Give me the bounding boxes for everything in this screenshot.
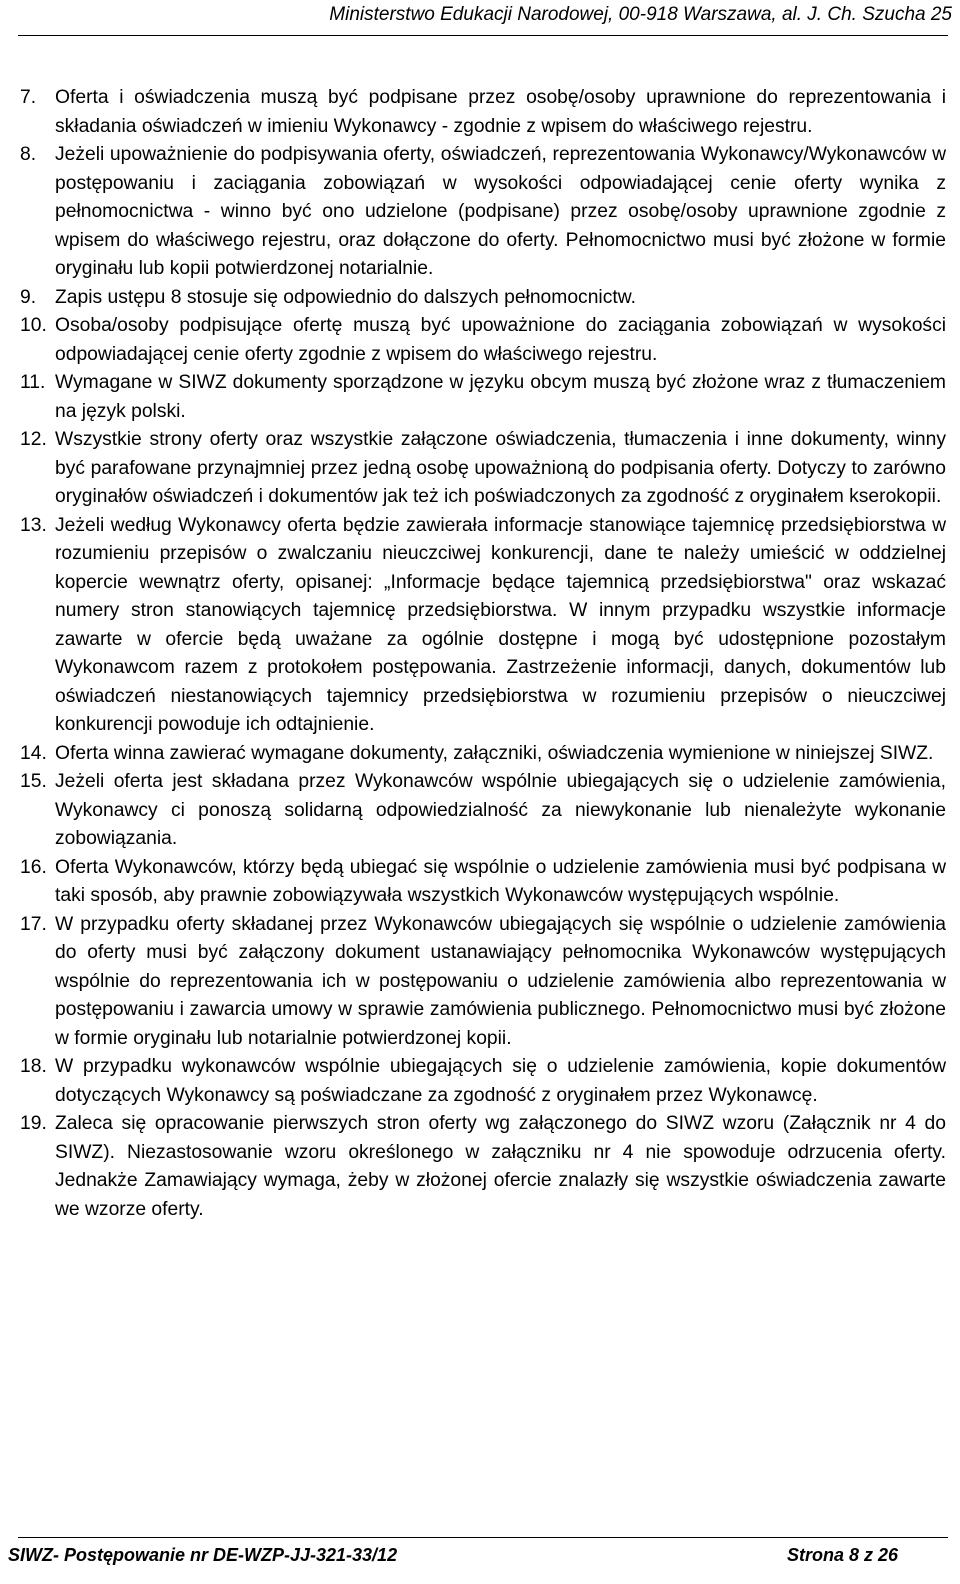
page-header: Ministerstwo Edukacji Narodowej, 00-918 Warszawa, al. J. Ch. Szucha 25: [329, 4, 952, 25]
item-text: Oferta winna zawierać wymagane dokumenty, załączniki, oświadczenia wymienione w niniejszej SIWZ.: [55, 742, 934, 764]
item-number: 15.: [20, 771, 47, 792]
item-text: Zapis ustępu 8 stosuje się odpowiednio do dalszych pełnomocnictw.: [55, 286, 636, 308]
footer-document-id: SIWZ- Postępowanie nr DE-WZP-JJ-321-33/12: [8, 1545, 398, 1565]
item-number: 13.: [20, 514, 47, 536]
item-number: 9.: [20, 286, 37, 308]
item-number: 14.: [20, 742, 47, 764]
list-item: [20, 84, 946, 141]
item-number: 17.: [20, 913, 47, 935]
list-item: [20, 312, 946, 369]
item-text: Jeżeli upoważnienie do podpisywania oferty, oświadczeń, reprezentowania Wykonawcy/Wykonawców w postępowaniu i zaciągania zobowiązań w wysokości odpowiadającej cenie oferty wynika z pełnomocnictwa - winno być ono udzielone (podpisane) przez osobę/osoby uprawnione zgodnie z wpisem do właściwego rejestru, oraz dołączone do oferty. Pełnomocnictwo musi być złożone w formie oryginału lub kopii potwierdzonej notarialnie.: [55, 144, 946, 279]
item-number: 11.: [20, 372, 46, 393]
item-number: 19.: [20, 1113, 47, 1134]
document-body: [20, 84, 946, 1224]
item-number: 12.: [20, 429, 47, 450]
list-item: [20, 369, 946, 426]
list-item: [20, 854, 946, 911]
list-item: [20, 512, 946, 740]
item-text: Wszystkie strony oferty oraz wszystkie załączone oświadczenia, tłumaczenia i inne dokumenty, winny być parafowane przynajmniej przez jedną osobę upoważnioną do podpisania oferty. Dotyczy to zarówno oryginałów oświadczeń i dokumentów jak też ich poświadczonych za zgodność z oryginałem kserokopii.: [55, 429, 946, 507]
item-text: Jeżeli według Wykonawcy oferta będzie zawierała informacje stanowiące tajemnicę przedsiębiorstwa w rozumieniu przepisów o zwalczaniu nieuczciwej konkurencji, dane te należy umieścić w oddzielnej kopercie wewnątrz oferty, opisanej: „Informacje będące tajemnicą przedsiębiorstwa" oraz wskazać numery stron stanowiących tajemnicę przedsiębiorstwa. W innym przypadku wszystkie informacje zawarte w ofercie będą uważane za ogólnie dostępne i mogą być udostępnione pozostałym Wykonawcom razem z protokołem postępowania. Zastrzeżenie informacji, danych, dokumentów lub oświadczeń niestanowiących tajemnicy przedsiębiorstwa w rozumieniu przepisów o nieuczciwej konkurencji powoduje ich odtajnienie.: [55, 514, 946, 735]
item-text: Oferta i oświadczenia muszą być podpisane przez osobę/osoby uprawnione do reprezentowania i składania oświadczeń w imieniu Wykonawcy - zgodnie z wpisem do właściwego rejestru.: [55, 87, 946, 137]
item-number: 10.: [20, 315, 47, 336]
list-item: [20, 1110, 946, 1224]
item-text: W przypadku wykonawców wspólnie ubiegających się o udzielenie zamówienia, kopie dokumentów dotyczących Wykonawcy są poświadczane za zgodność z oryginałem przez Wykonawcę.: [55, 1056, 946, 1106]
item-text: Wymagane w SIWZ dokumenty sporządzone w języku obcym muszą być złożone wraz z tłumaczeniem na język polski.: [55, 372, 946, 422]
list-item: [20, 740, 946, 769]
item-number: 8.: [20, 144, 37, 165]
footer-page-number: Strona 8 z 26: [786, 1545, 898, 1565]
item-text: Zaleca się opracowanie pierwszych stron oferty wg załączonego do SIWZ wzoru (Załącznik nr 4 do SIWZ). Niezastosowanie wzoru określonego w załączniku nr 4 nie spowoduje odrzucenia oferty. Jednakże Zamawiający wymaga, żeby w złożonej ofercie znalazły się wszystkie oświadczenia zawarte we wzorze oferty.: [55, 1113, 946, 1220]
item-number: 7.: [20, 87, 37, 108]
list-item: [20, 426, 946, 512]
item-number: 16.: [20, 856, 47, 878]
list-item: [20, 768, 946, 854]
item-number: 18.: [20, 1056, 47, 1077]
list-item: [20, 141, 946, 284]
item-text: Jeżeli oferta jest składana przez Wykonawców wspólnie ubiegających się o udzielenie zamówienia, Wykonawcy ci ponoszą solidarną odpowiedzialność za niewykonanie lub nienależyte wykonanie zobowiązania.: [55, 771, 946, 849]
item-text: Oferta Wykonawców, którzy będą ubiegać się wspólnie o udzielenie zamówienia musi być podpisana w taki sposób, aby prawnie zobowiązywała wszystkich Wykonawców występujących wspólnie.: [55, 856, 946, 906]
list-item: [20, 284, 946, 313]
list-item: [20, 911, 946, 1054]
footer-rule: [18, 1537, 948, 1538]
item-text: W przypadku oferty składanej przez Wykonawców ubiegających się wspólnie o udzielenie zamówienia do oferty musi być załączony dokument ustanawiający pełnomocnika Wykonawców występujących wspólnie do reprezentowania ich w postępowaniu o udzielenie zamówienia albo reprezentowania w postępowaniu i zawarcia umowy w sprawie zamówienia publicznego. Pełnomocnictwo musi być złożone w formie oryginału lub notarialnie potwierdzonej kopii.: [55, 913, 946, 1049]
list-item: [20, 1053, 946, 1110]
item-text: Osoba/osoby podpisujące ofertę muszą być upoważnione do zaciągania zobowiązań w wysokości odpowiadającej cenie oferty zgodnie z wpisem do właściwego rejestru.: [55, 315, 946, 365]
header-rule: [18, 35, 948, 36]
